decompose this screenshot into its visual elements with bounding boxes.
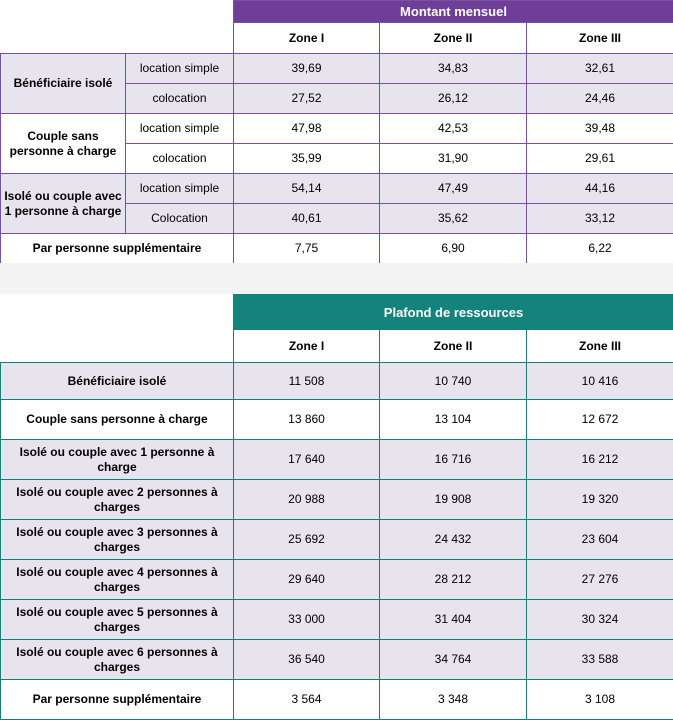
row-label: Isolé ou couple avec 2 personnes à charges <box>1 480 234 520</box>
row-label: Couple sans personne à charge <box>1 114 126 174</box>
value-cell: 20 988 <box>234 480 380 520</box>
table-row <box>1 114 673 144</box>
value-cell: 33,12 <box>527 204 673 234</box>
value-cell: 33 000 <box>234 600 380 640</box>
row-label: Isolé ou couple avec 1 personne à charge <box>1 174 126 234</box>
value-cell: 27 276 <box>527 560 673 600</box>
value-cell: 47,49 <box>380 174 527 204</box>
sub-label: Colocation <box>126 204 234 234</box>
sub-label: location simple <box>126 54 234 84</box>
value-cell: 24 432 <box>380 520 527 560</box>
plafond-ressources-table <box>0 294 673 720</box>
value-cell: 13 860 <box>234 400 380 440</box>
table-row <box>1 560 673 600</box>
value-cell: 40,61 <box>234 204 380 234</box>
zone-header: Zone II <box>380 23 527 54</box>
table-row <box>1 440 673 480</box>
zone-header: Zone I <box>234 330 380 363</box>
value-cell: 3 348 <box>380 680 527 720</box>
table-row <box>1 520 673 560</box>
table-separator <box>0 263 673 294</box>
row-label: Isolé ou couple avec 6 personnes à charges <box>1 640 234 680</box>
value-cell: 13 104 <box>380 400 527 440</box>
value-cell: 10 416 <box>527 363 673 400</box>
value-cell: 7,75 <box>234 234 380 264</box>
value-cell: 26,12 <box>380 84 527 114</box>
sub-label: colocation <box>126 144 234 174</box>
row-label: Par personne supplémentaire <box>1 680 234 720</box>
value-cell: 27,52 <box>234 84 380 114</box>
value-cell: 19 320 <box>527 480 673 520</box>
row-label: Par personne supplémentaire <box>1 234 234 264</box>
zone-header: Zone III <box>527 23 673 54</box>
sub-label: colocation <box>126 84 234 114</box>
table-row <box>1 480 673 520</box>
value-cell: 25 692 <box>234 520 380 560</box>
value-cell: 16 716 <box>380 440 527 480</box>
value-cell: 29,61 <box>527 144 673 174</box>
value-cell: 31,90 <box>380 144 527 174</box>
value-cell: 11 508 <box>234 363 380 400</box>
table-row <box>1 680 673 720</box>
value-cell: 6,90 <box>380 234 527 264</box>
montant-mensuel-header: Montant mensuel <box>234 1 673 23</box>
value-cell: 12 672 <box>527 400 673 440</box>
value-cell: 19 908 <box>380 480 527 520</box>
value-cell: 36 540 <box>234 640 380 680</box>
value-cell: 24,46 <box>527 84 673 114</box>
value-cell: 34,83 <box>380 54 527 84</box>
table-row <box>1 234 673 264</box>
value-cell: 16 212 <box>527 440 673 480</box>
value-cell: 44,16 <box>527 174 673 204</box>
sub-label: location simple <box>126 174 234 204</box>
value-cell: 39,48 <box>527 114 673 144</box>
zone-header: Zone III <box>527 330 673 363</box>
value-cell: 3 108 <box>527 680 673 720</box>
value-cell: 32,61 <box>527 54 673 84</box>
value-cell: 39,69 <box>234 54 380 84</box>
value-cell: 29 640 <box>234 560 380 600</box>
table-row <box>1 640 673 680</box>
value-cell: 31 404 <box>380 600 527 640</box>
row-label: Bénéficiaire isolé <box>1 54 126 114</box>
zone-header: Zone II <box>380 330 527 363</box>
value-cell: 3 564 <box>234 680 380 720</box>
row-label: Couple sans personne à charge <box>1 400 234 440</box>
value-cell: 42,53 <box>380 114 527 144</box>
value-cell: 35,99 <box>234 144 380 174</box>
row-label: Isolé ou couple avec 1 personne à charge <box>1 440 234 480</box>
value-cell: 47,98 <box>234 114 380 144</box>
table-row <box>1 600 673 640</box>
value-cell: 34 764 <box>380 640 527 680</box>
value-cell: 28 212 <box>380 560 527 600</box>
table-row <box>1 363 673 400</box>
value-cell: 54,14 <box>234 174 380 204</box>
value-cell: 17 640 <box>234 440 380 480</box>
row-label: Isolé ou couple avec 4 personnes à charges <box>1 560 234 600</box>
row-label: Bénéficiaire isolé <box>1 363 234 400</box>
row-label: Isolé ou couple avec 5 personnes à charges <box>1 600 234 640</box>
value-cell: 30 324 <box>527 600 673 640</box>
value-cell: 23 604 <box>527 520 673 560</box>
zone-header: Zone I <box>234 23 380 54</box>
value-cell: 33 588 <box>527 640 673 680</box>
row-label: Isolé ou couple avec 3 personnes à charges <box>1 520 234 560</box>
table-row <box>1 174 673 204</box>
montant-mensuel-table <box>0 0 673 264</box>
value-cell: 35,62 <box>380 204 527 234</box>
plafond-ressources-header: Plafond de ressources <box>234 295 673 330</box>
sub-label: location simple <box>126 114 234 144</box>
table-row <box>1 54 673 84</box>
value-cell: 6,22 <box>527 234 673 264</box>
table-row <box>1 400 673 440</box>
value-cell: 10 740 <box>380 363 527 400</box>
